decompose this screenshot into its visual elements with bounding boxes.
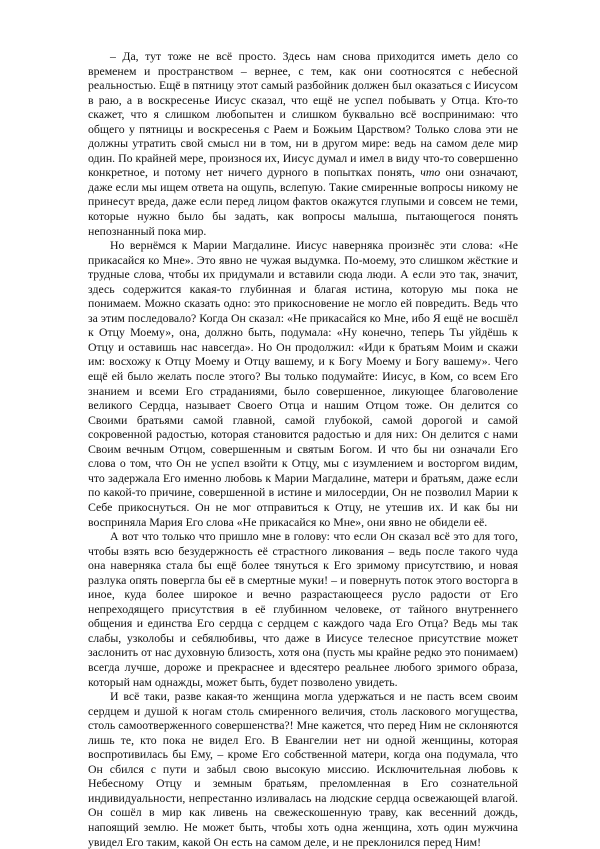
paragraph-3-text: А вот что только что пришло мне в голову: что если Он сказал всё это для того, чтобы взять всю безудержность её страстного ликования – ведь после такого чуда она наверняка стала бы ещё более тянуться к Его зримому присутствию, и новая разлука опять повергла бы её в смертные муки! – и повернуть поток этого восторга в иное, куда более широкое и вечно разрастающееся русло радости от Его непреходящего присутствия в её глубинном человеке, от тайного внутреннего общения и единства Его сердца с сердцем с каждого чада Его Отца? Ведь мы так слабы, узколобы и себялюбивы, что даже в Иисусе телесное присутствие может заслонить от нас духовную близость, хотя она (пусть мы крайне редко это понимаем) всегда лучше, дороже и прекраснее и вдесятеро реальнее любого зримого образа, который нам однажды, может быть, будет позволено увидеть. <box>88 529 518 689</box>
paragraph-4-text: И всё таки, разве какая-то женщина могла удержаться и не пасть всем своим сердцем и душой к ногам столь смиренного величия, столь ласкового могущества, столь самоотверженного совершенства?! Мне кажется, что перед Ним не склоняются лишь те, кто пока не видел Его. В Евангелии нет ни одной женщины, которая воспротивилась бы Ему, – кроме Его собственной матери, когда она подумала, что Он сбился с пути и забыл свою высокую миссию. Исключительная любовь к Небесному Отцу и земным братьям, преломленная в Его сознательной индивидуальности, непрестанно изливалась на людские сердца освежающей влагой. Он сошёл в мир как ливень на свежескошенную траву, как весенний дождь, напоящий землю. Не может быть, чтобы хоть одна женщина, хоть один мужчина увидел Его таким, какой Он есть на самом деле, и не преклонился перед Ним! <box>88 689 518 849</box>
paragraph-1 <box>88 49 518 238</box>
paragraph-1-emphasis: что <box>420 165 441 180</box>
document-page <box>88 49 518 849</box>
paragraph-2-text: Но вернёмся к Марии Магдалине. Иисус наверняка произнёс эти слова: «Не прикасайся ко Мне». Это явно не чужая выдумка. По-моему, это слишком жёсткие и трудные слова, чтобы их придумали и вставили сюда люди. А если это так, значит, здесь содержится какая-то глубинная и благая истина, которую мы пока не понимаем. Можно сказать одно: это прикосновение не могло ей повредить. Ведь что за этим последовало? Когда Он сказал: «Не прикасайся ко Мне, ибо Я ещё не восшёл к Отцу Моему», она, должно быть, подумала: «Ну конечно, теперь Ты уйдёшь к Отцу и оставишь нас навсегда». Но Он продолжил: «Иди к братьям Моим и скажи им: восхожу к Отцу Моему и Отцу вашему, и к Богу Моему и Богу вашему». Чего ещё ей было желать после этого? Вы только подумайте: Иисус, в Ком, со всем Его знанием и всеми Его страданиями, было совершенное, ликующее благоволение великого Сердца, называет Своего Отца и нашим Отцом тоже. Он делится со Своими братьями самой главной, самой глубокой, самой дорогой и самой сокровенной радостью, которая становится радостью и для них: Он делится с нами Своим вечным Отцом, совершенным и святым Богом. И что бы ни означали Его слова о том, что Он не успел взойти к Отцу, мы с изумлением и восторгом видим, что задержала Его именно любовь к Марии Магдалине, матери и братьям, даже если по какой-то причине, совершенной в истине и милосердии, Он не позволил Марии к Себе прикоснуться. Он не мог отправиться к Отцу, не утешив их. И как бы ни восприняла Мария Его слова «Не прикасайся ко Мне», они явно не обидели её. <box>88 238 518 529</box>
paragraph-2 <box>88 238 518 529</box>
paragraph-4 <box>88 689 518 849</box>
paragraph-1-text-start: – Да, тут тоже не всё просто. Здесь нам снова приходится иметь дело со временем и пространством – вернее, с тем, как они соотносятся с небесной реальностью. Ещё в пятницу этот самый разбойник должен был оказаться с Иисусом в раю, а в воскресенье Иисус сказал, что ещё не успел побывать у Отца. Кто-то скажет, что я слишком любопытен и слишком буквально всё воспринимаю: что общего у пятницы и воскресенья с Раем и Божьим Царством? Только слова эти не должны утратить свой смысл ни в том, ни в другом мире: ведь на самом деле мир один. По крайней мере, произнося их, Иисус думал и имел в виду что-то совершенно конкретное, и потому нет ничего дурного в попытках понять, <box>88 49 518 180</box>
paragraph-3 <box>88 529 518 689</box>
paragraph-1-text-end: они означают, даже если мы ищем ответа на ощупь, вслепую. Такие смиренные вопросы никому не принесут вреда, даже если перед лицом фактов окажутся глупыми и совсем не теми, которые нужно было бы задать, как вопросы малыша, пытающегося понять непознанный пока мир. <box>88 165 518 238</box>
